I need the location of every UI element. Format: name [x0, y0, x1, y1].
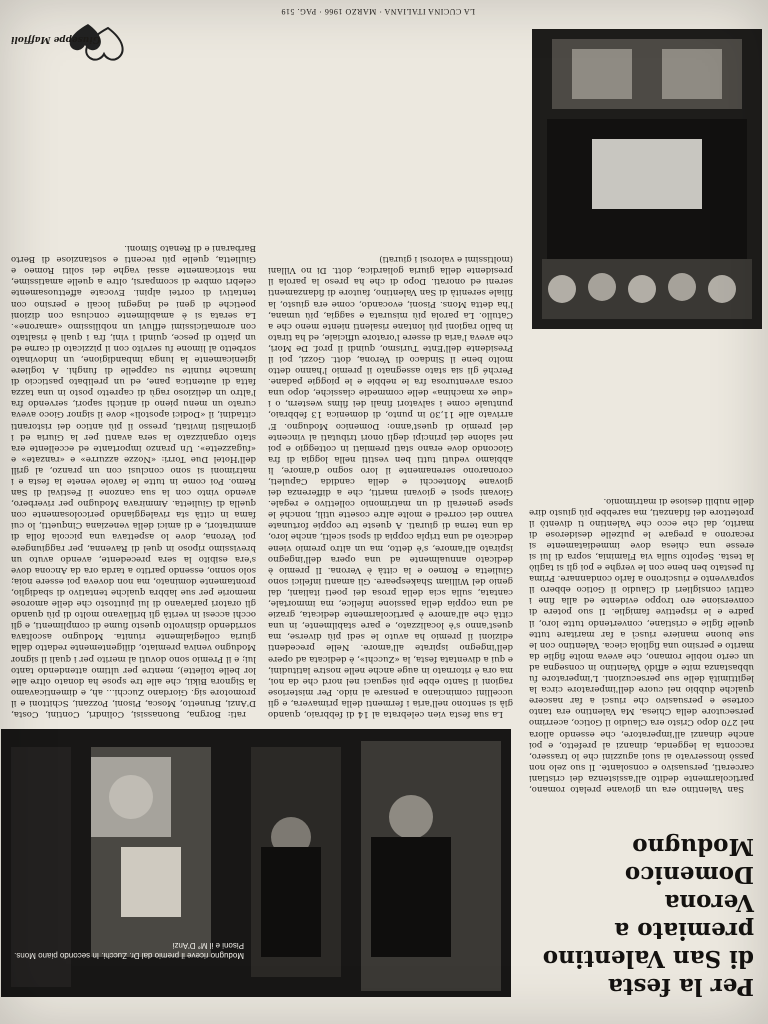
title-line-1: Per la festa: [607, 973, 754, 1000]
title-line-4: Domenico Modugno: [624, 833, 754, 888]
article-column-2: [268, 29, 513, 719]
photo-modugno-caption: Modugno riceve il premio dal Dr. Zucchi. In secondo piano Mons. Pisoni e il M° D'Anzi: [14, 941, 244, 960]
article-column-1-text: San Valentino era un giovane prelato romano, particolarmente dedito all'assistenza dei cristiani carcerati, persuasivo e consolante. Il suo zelo non passò inosservato ai suoi aguzzini che lo trassero, racconta la leggenda, dinanzi al prefetto, e poi anche dinanzi all'imperatore, che essendo allora nel 270 dopo Cristo era Claudio il Gotico, acerrimo persecutore della Chiesa. Ma Valentino era tanto cortese e persuasivo che riuscì a far nascere qualche dubbio nel cuore dell'imperatore circa la legittimità delle sue persecuzioni. L'imperatore fu ubbastanza mite e affidò Valentino in consegna ad un certo nobile romano, che aveva molte figlie da marito e persino una figliola cieca. Valentino con le sue buone maniere riuscì a far maritare tutte quelle figlie e cristiane, convertendo tutte loro, il padre e le rispettive famiglie. Il suo potere di conversione ero troppo evidente ed alla fine i cattivi consiglieri di Claudio il Gotico ebbero il sopravvento e riuscirono a farlo condannare. Prima fu pestato ben bene con le verghe e poi gli si tagliò la testa. Sepolto sulla via Flaminia, sopra di lui si eresse una chiesa dove immediatamente si recarono a pregare le pulzelle desiderose di marito, dal che ecco che Valentino ti diventò il protettore dei fidanzati, ma sarebbe più giusto dire delle nubili desiose di matrimonio.: [529, 495, 754, 794]
title-line-2: di San Valentino: [542, 945, 754, 972]
photo-modugno-award: [1, 729, 511, 997]
article-author: Giuseppe Maffioli: [11, 34, 101, 44]
photo-couples-image: [532, 29, 762, 329]
title-line-3: premiato a Verona: [614, 889, 754, 944]
article-column-3: [11, 29, 256, 719]
article-title: [534, 832, 754, 1000]
article-title-block: [534, 800, 754, 1000]
article-column-3-text: rati: Borgna, Buonassisi, Colindri, Contini, Costa, D'Anzi, Brunetto, Mosca, Pisoni, Pozzani, Schittoni e il promotore sig. Giordano Zucchi... ah, e dimenticavamo la Signora Bikii, che alle tre spose ha donato oltre alle lor belle toilette), mentre per ultimo attendendo tanto lui; e il Premio sono dovuti al merito per i quali il signor Modugno veniva premiato, diligentemente redatto dalla giuria collegialmente riunita. Modugno ascoltava sorridendo disinvolto questo fiume di complimenti, e gli occhi accesi in verità gli brillavano molto di più quando gli oratori parlavano di lui piuttosto che delle amorose memorie per sue labbra qualche tentativo di sbadiglio, prontamente dominato, ma non doveva poi essere noia; solo sonno, essendo partito a tarda ora da Ancona dove s'era esibito la sera precedente, avendo avuto un brevissimo riposo in quel di Ravenna, per raggiungere poi Verona, dove lo aspettava una piccola folla di ammiratori, e di amici della veneziana Cinquetti, lo cui fama in città sta rivaleggiando pericolosamente con quella di Giulietta. Ammirava Modugno per riverbero, avendo vinto con la sua canzone il Festival di San Remo. Poi come in tutte le favole venete la festa e i matrimoni si sono conclusi con un pranzo, al grill dell'Hotel Due Torri: «Nozze azzurre» e «ranzate» e «fugazzette». Un pranzo importante ed eccellente era stato organizzato la sera avanti per la Giuria ed i giornalisti invitati, presso il più antico dei ristoranti cittadini, il «Dodici apostoli» dove il signor Gioco aveva curato un menu pieno di antichi sapori, servendo fra l'altro un delizioso ragù di capretto posto in una tazza fatta di autentica pane, ed un prelibato pasticcio di lumache riunite su cappelle di funghi. A togliere igienicamente la lunga imbandigione, un indovinato sorbetto al limone fu servito con il pizzicato di carne ed un piatto di pesce, quindi i vini, fra i quali è risaltato con aromaticissimi effluvi un nobilissimo «amarone». La serata si è amabilmente conclusa con dizioni poetiche di geni ed ingegni locali e persino con tentativi di cortei alpini. Evocate affettuosamente celebri ombre di scomparsi, oltre a quelle amatissime, ma storicamente assai vaghe dei soliti Romeo e Giulietta, quelle più recenti e sostanziose di Berto Barbarani e di Renato Simoni.: [11, 243, 256, 719]
article-column-2-text: La sua festa vien celebrata al 14 di febbraio, quando già si sentono nell'aria i fermenti della primavera, e gli uccellini cominciano a pensare al nido. Per misteriose ragioni il Santo ebbe più seguaci nel nord che da noi, ma ora è ritornato in auge anche nelle nostre latitudini, e qui a diventata festa, la «Zucchi», è dedicata ad opere dell'ingegno ispirate all'amore. Nelle precedenti edizioni il premio ha avuto le sedi più diverse, ma quest'anno s'è localizzato, e pare stabilmente, in una città che all'amore è particolarmente dedicata, grazie ad una coppia della passione infelice, ma immortale, cantata, sulla scia della prosa dei poeti italiani, dal genio del William Shakespeare. Gli amanti infelici sono Giulietta e Romeo e la città è Verona. Il premio è dedicato annualmente ad una opera dell'ingegno ispirato all'amore, s'è detto, ma un altro premio viene dedicato ad una tripla coppia di sposi scelti, anche loro, da una terna di giurati. A queste tre coppie fortunate vanno dei corredi e molte altre cosette utili, nonché le spese generali di un matrimonio collettivo e regale. Giovani sposi e giovani mariti, che a differenza dei giovane Montecchi e della candida Capuleti, coronarono serenamente il loro sogno d'amore, li abbiamo veduti tutti ben vestiti nella loggia di fra Giocondo dove erano stati premiati in cotteggio e poi nel salone dei principi degli onori tributati al vincente del premio di quest'anno: Domenico Modugno. E' arrivato alle 11,30 in punto, di domenica 13 febbraio, puntuale come i salvatori finali dei films western, o i «due ex machina» delle commedie classiche, dopo una corsa avventurosa fra le nebbie e le pioggie padane. Perché gli sia stato assegnato il premio l'hanno detto molto bene il Sindaco di Verona, dott. Gozzi, poi il Presidente dell'Ente Turismo, quindi il prof. De Mori, che aveva l'aria di essere l'oratore ufficiale, ed ha tirato in ballo ragioni più lontane risalenti niente meno che a Catullo. La parola più misurata e saggia, più umana, l'ha detta Mons. Pisoni, evocando, come era giusto, la filiale serenità di San Valentino, fautore di fidanzamenti sereni ed onorati. Dopo di che ha preso la parola il presidente della giuria goliardica, dott. Di no Villani (moltissimi e valorosi i giurati): [268, 254, 513, 719]
running-head: LA CUCINA ITALIANA · MARZO 1966 · PAG. 519: [280, 7, 476, 16]
photo-couples: [532, 29, 762, 329]
article-column-1: [529, 339, 754, 794]
